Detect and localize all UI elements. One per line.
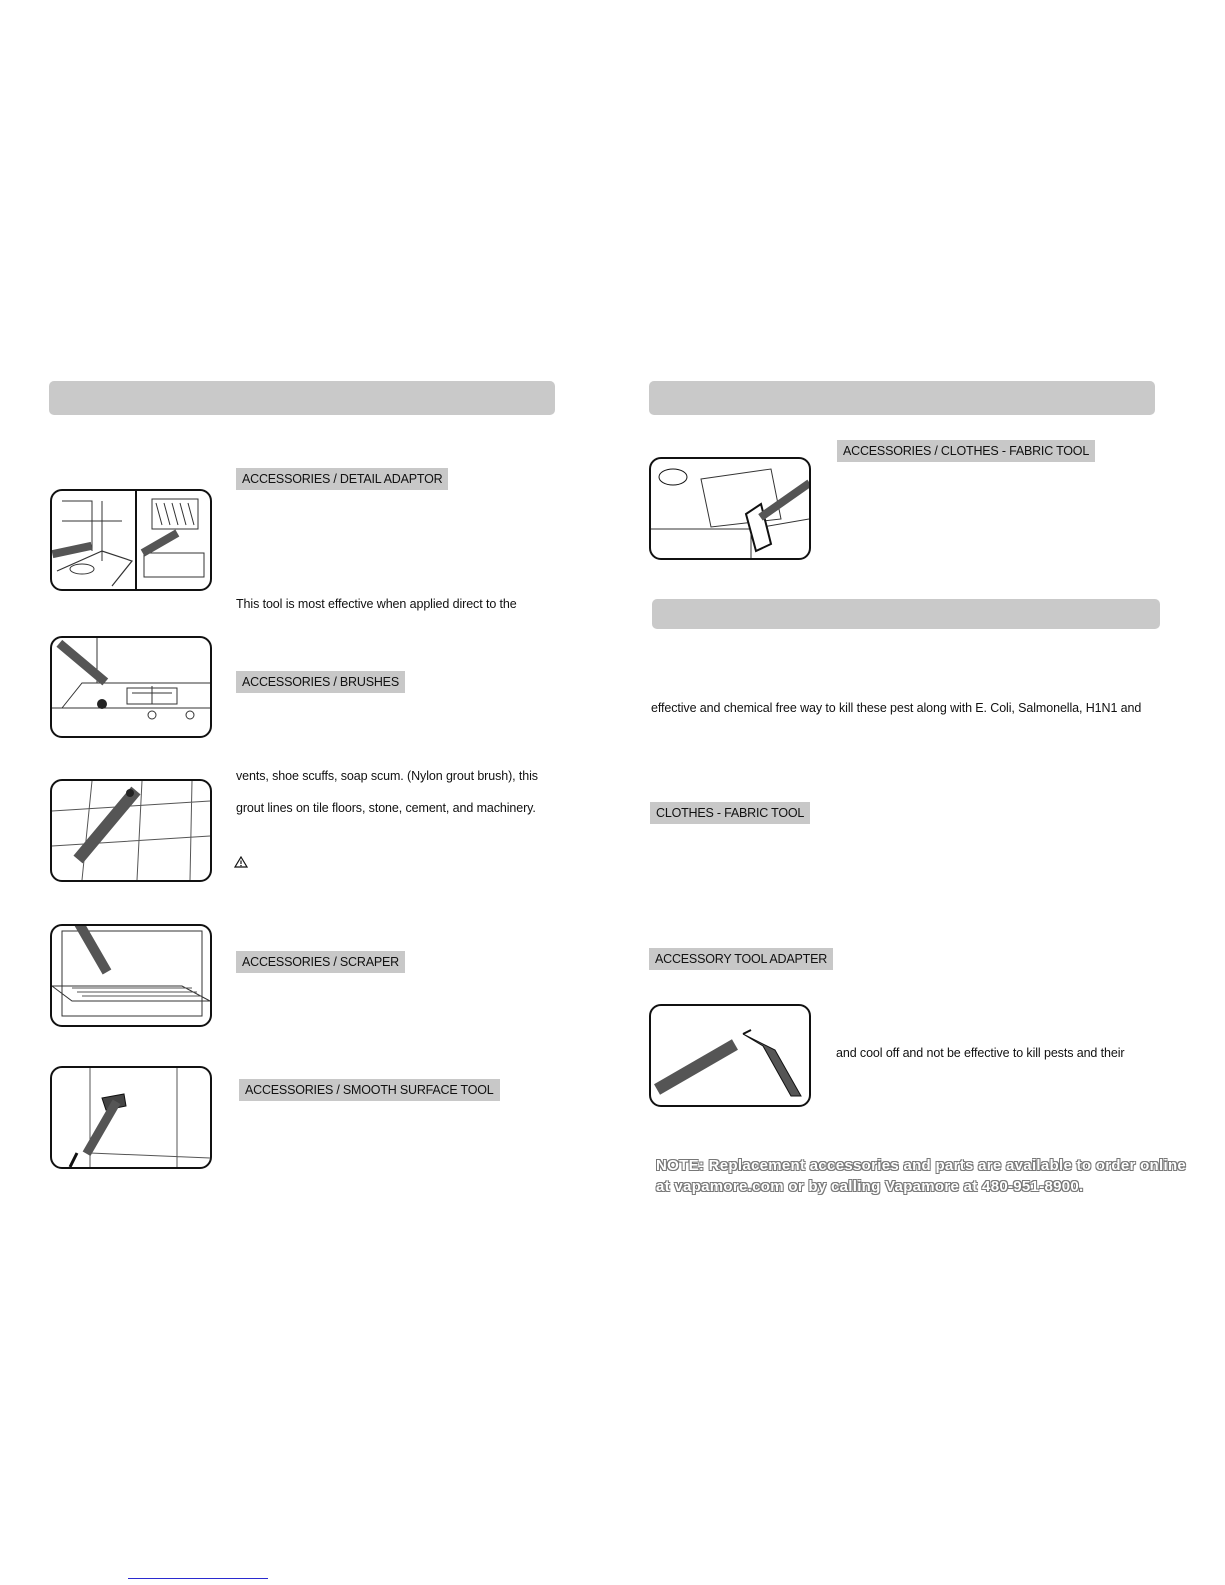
- brushes-text-line-2: grout lines on tile floors, stone, cement, and machinery.: [236, 801, 536, 815]
- smooth-surface-illustration: [50, 1066, 212, 1169]
- clothes-fabric-accessory-label: ACCESSORIES / CLOTHES - FABRIC TOOL: [837, 440, 1095, 462]
- pest-text: effective and chemical free way to kill these pest along with E. Coli, Salmonella, H1N1 and: [651, 701, 1142, 715]
- accessory-tool-adapter-label: ACCESSORY TOOL ADAPTER: [649, 948, 833, 970]
- bottom-underline: [128, 1578, 268, 1579]
- detail-adaptor-text: This tool is most effective when applied direct to the: [236, 597, 517, 611]
- grout-brush-illustration: [50, 779, 212, 882]
- tool-adapter-illustration: [649, 1004, 811, 1107]
- cool-off-text: and cool off and not be effective to kill pests and their: [836, 1046, 1125, 1060]
- detail-adaptor-label: ACCESSORIES / DETAIL ADAPTOR: [236, 468, 448, 490]
- left-section-header-bar: [49, 381, 555, 415]
- right-section-subheader-bar: [652, 599, 1160, 629]
- smooth-surface-label: ACCESSORIES / SMOOTH SURFACE TOOL: [239, 1079, 500, 1101]
- replacement-note: [656, 1155, 1186, 1197]
- right-section-header-bar: [649, 381, 1155, 415]
- note-line-2: at vapamore.com or by calling Vapamore at 480-951-8900.: [656, 1178, 1084, 1195]
- stovetop-brush-illustration: [50, 636, 212, 738]
- warning-icon: [234, 856, 248, 868]
- clothes-fabric-illustration: [649, 457, 811, 560]
- clothes-fabric-label: CLOTHES - FABRIC TOOL: [650, 802, 810, 824]
- oven-scraper-illustration: [50, 924, 212, 1027]
- note-line-1: NOTE: Replacement accessories and parts are available to order online: [656, 1157, 1187, 1174]
- brushes-label: ACCESSORIES / BRUSHES: [236, 671, 405, 693]
- detail-adaptor-illustration: [50, 489, 212, 591]
- scraper-label: ACCESSORIES / SCRAPER: [236, 951, 405, 973]
- brushes-text-line-1: vents, shoe scuffs, soap scum. (Nylon grout brush), this: [236, 769, 538, 783]
